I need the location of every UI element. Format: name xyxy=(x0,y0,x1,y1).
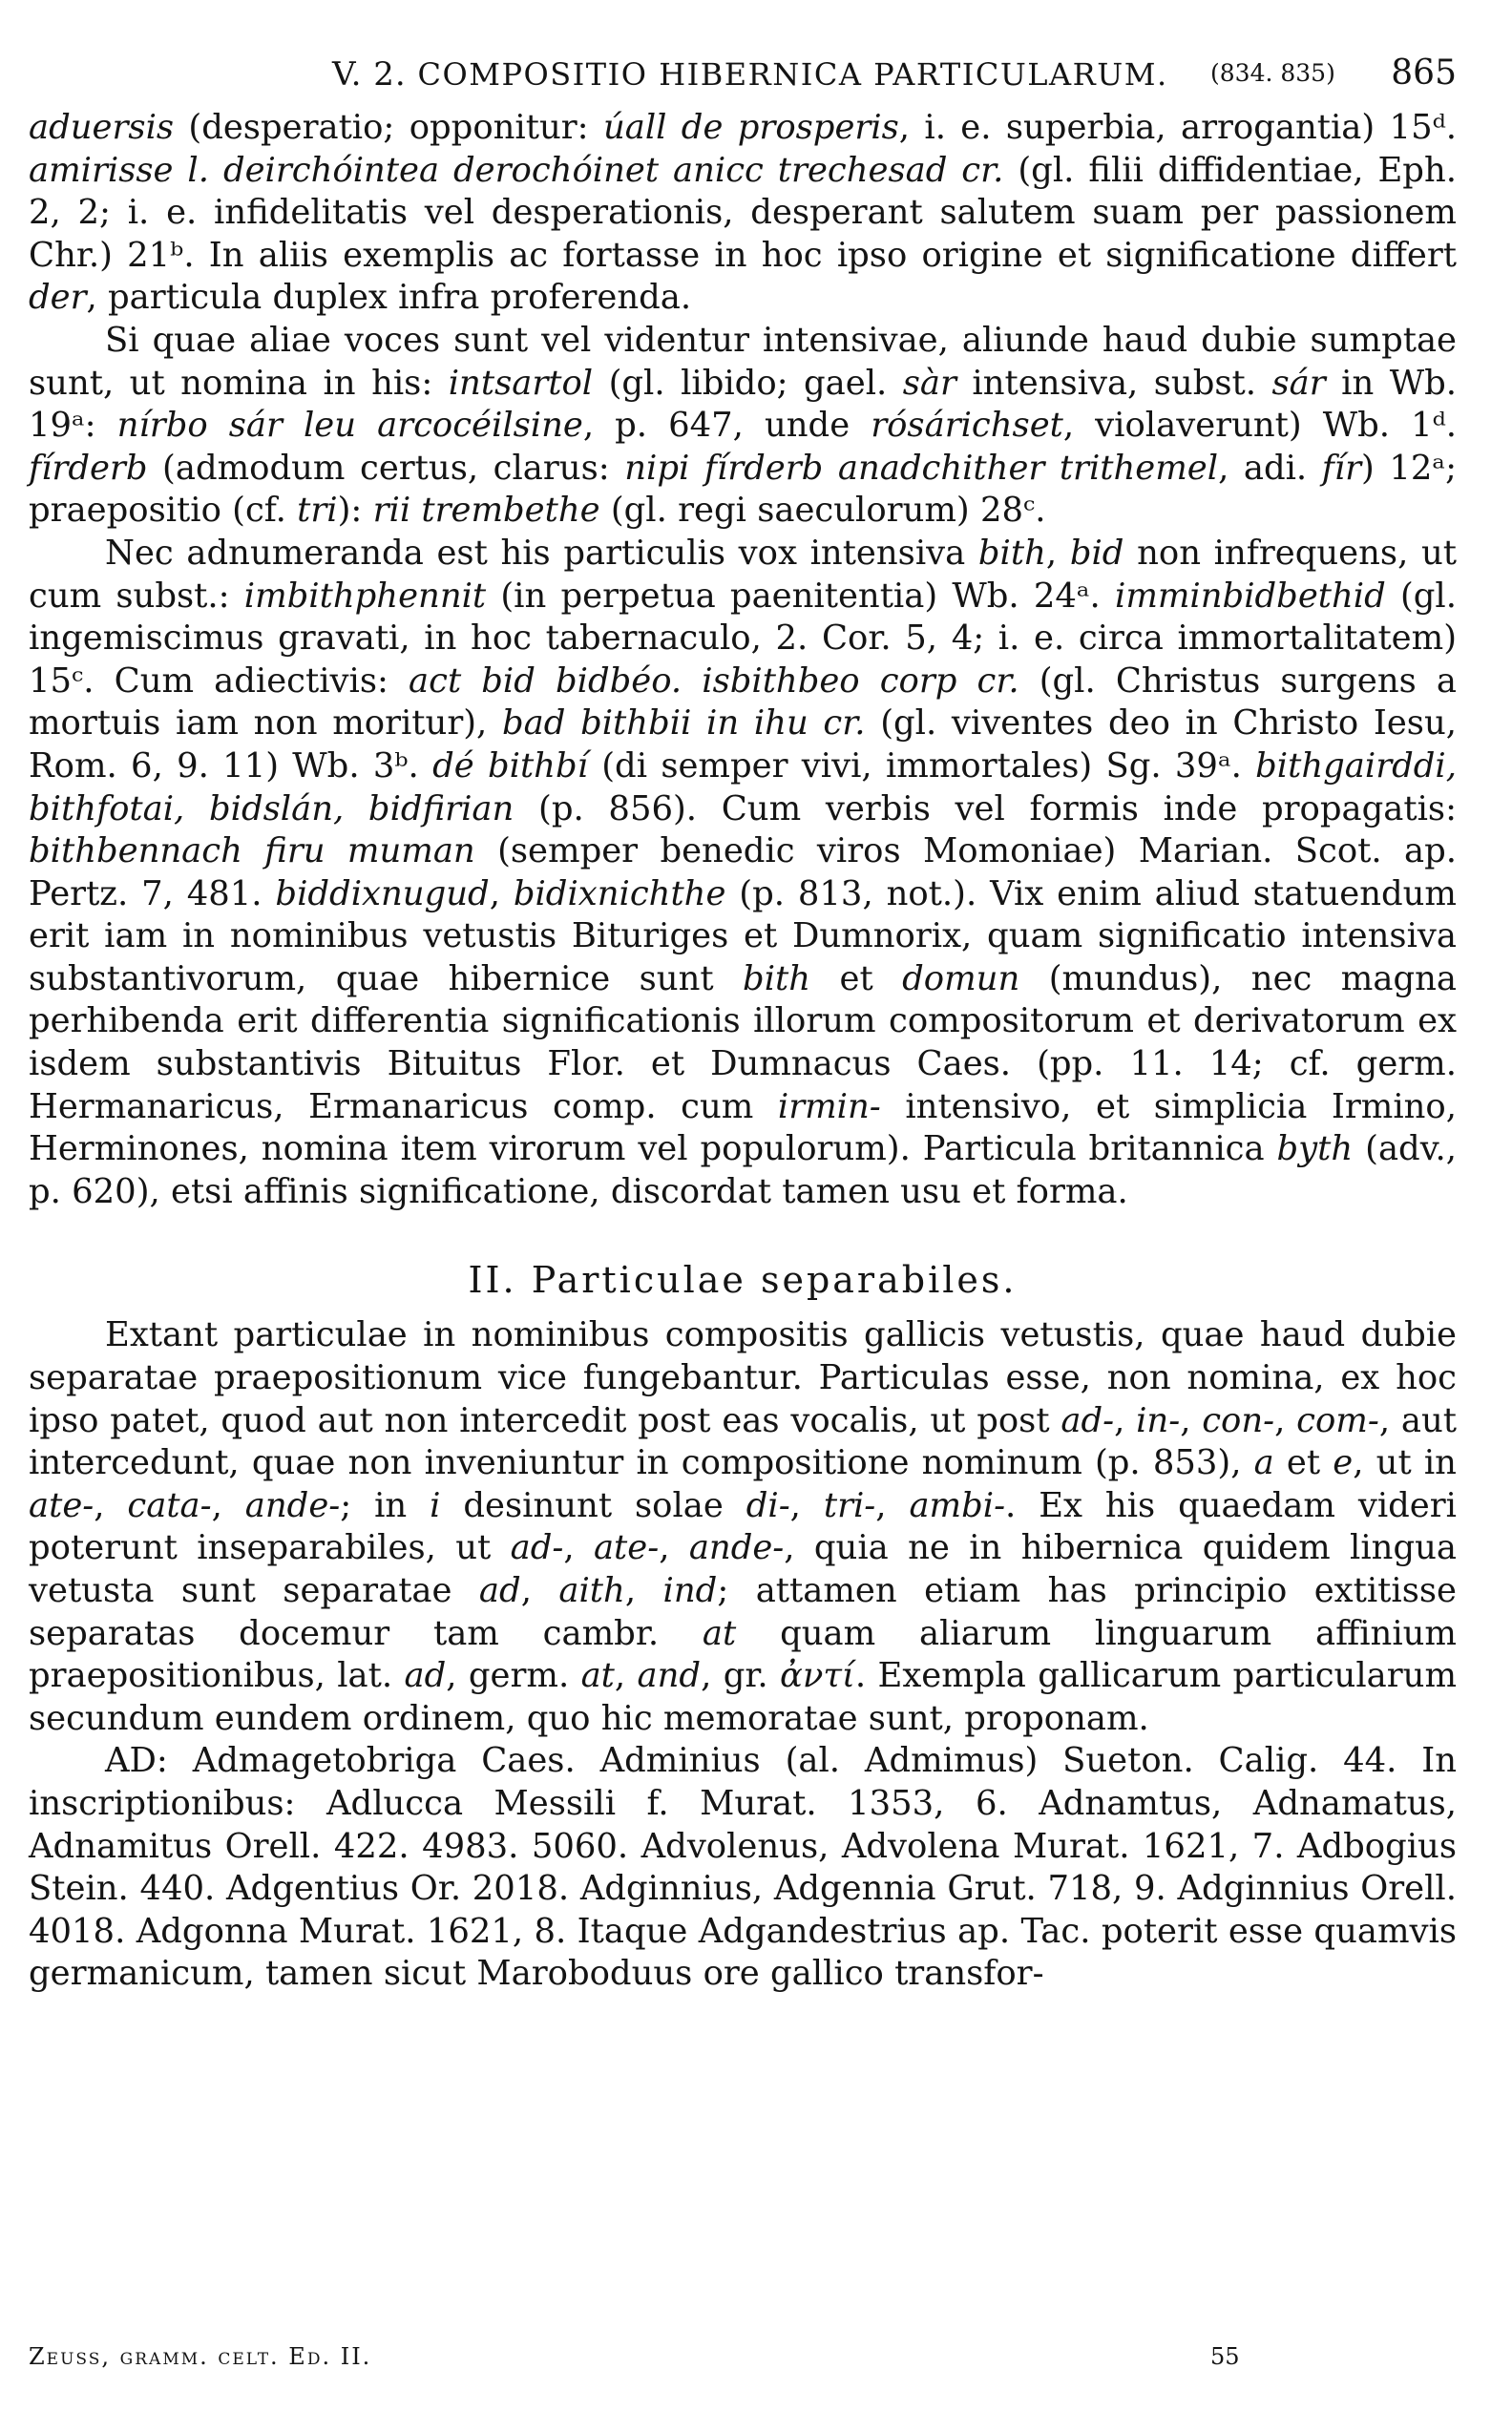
text-run: ; in xyxy=(340,1485,430,1525)
text-run: ): xyxy=(337,491,373,531)
italic-term: bith xyxy=(977,533,1046,573)
text-run: (mundus), nec magna perhibenda erit differentia significationis illorum compositorum et derivatorum ex isdem substantivis Bituitus Flor. et Dumnacus Caes. (pp. 11. 14; cf. germ. Hermanaricus, Ermanaricus comp. cum xyxy=(29,958,1458,1126)
italic-term: aith xyxy=(558,1571,625,1610)
text-run: , xyxy=(789,1485,824,1525)
text-run: , adi. xyxy=(1218,448,1322,488)
text-run: , xyxy=(875,1485,910,1525)
text-run: (gl. viventes deo in Christo Iesu, Rom. 6, 9. 11) Wb. 3ᵇ. xyxy=(29,703,1457,786)
paragraph xyxy=(29,320,1457,533)
text-run: , xyxy=(563,1528,594,1568)
italic-term: imbithphennit xyxy=(243,576,487,616)
running-title xyxy=(332,55,1168,94)
italic-term: domun xyxy=(902,958,1020,998)
text-run: (gl. regi saeculorum) 28ᶜ. xyxy=(599,491,1046,531)
italic-term: ad- xyxy=(510,1528,564,1568)
italic-term: in- xyxy=(1136,1400,1181,1440)
text-run: , i. e. superbia, arrogantia) 15ᵈ. xyxy=(898,108,1457,147)
italic-term: dé bithbí xyxy=(432,745,588,786)
text-run: Si quae aliae voces sunt vel videntur intensivae, aliunde haud dubie sumptae sunt, ut nomina in his: xyxy=(29,320,1457,403)
italic-term: bith xyxy=(743,958,811,998)
text-run: non infrequens, ut cum subst.: xyxy=(29,533,1458,616)
italic-term: i xyxy=(430,1485,441,1525)
italic-term: con- xyxy=(1202,1400,1275,1440)
italic-term: e xyxy=(1333,1443,1354,1483)
text-run: (semper benedic viros Momoniae) Marian. Scot. ap. Pertz. 7, 481. xyxy=(29,831,1457,913)
italic-term: di- xyxy=(746,1485,790,1525)
text-run: ; attamen etiam has principio extitisse separatas docemur tam cambr. xyxy=(29,1571,1457,1653)
paragraph xyxy=(29,533,1457,1214)
italic-term: bid xyxy=(1069,533,1124,573)
text-run: , xyxy=(489,873,514,913)
italic-term: nírbo sár leu arcocéilsine xyxy=(116,406,583,446)
text-run: ) 12ᵃ; praepositio (cf. xyxy=(29,448,1457,531)
main-text xyxy=(29,107,1457,1213)
text-run: et xyxy=(1273,1443,1334,1483)
italic-term: nipi fírderb anadchither trithemel xyxy=(624,448,1219,488)
paragraph xyxy=(29,1740,1457,1996)
italic-term: at xyxy=(702,1613,737,1653)
text-run: , particula duplex infra proferenda. xyxy=(86,278,692,318)
text-run: . Exempla gallicarum particularum secundum eundem ordinem, quo hic memoratae sunt, proponam. xyxy=(29,1656,1458,1738)
text-run: intensiva, subst. xyxy=(956,363,1272,403)
italic-term: ate- xyxy=(593,1528,660,1568)
italic-term: fírderb xyxy=(29,448,148,488)
text-run: (admodum certus, clarus: xyxy=(147,448,625,488)
page xyxy=(29,46,1457,1996)
text-run: , xyxy=(614,1656,638,1696)
text-run: , xyxy=(1114,1400,1137,1440)
italic-term: sár xyxy=(1271,363,1326,403)
italic-term: ande- xyxy=(688,1528,785,1568)
text-run: (di semper vivi, immortales) Sg. 39ᵃ. xyxy=(587,745,1256,786)
text-run: , xyxy=(94,1485,128,1525)
text-run: , violaverunt) Wb. 1ᵈ. xyxy=(1062,406,1457,446)
italic-term: fír xyxy=(1321,448,1362,488)
italic-term: bithbennach firu muman xyxy=(29,831,475,871)
italic-term: amirisse l. deirchóintea derochóinet anicc trechesad cr. xyxy=(29,150,1004,190)
text-run: , xyxy=(211,1485,245,1525)
section-text xyxy=(29,1314,1457,1996)
text-run: (gl. filii diffidentiae, Eph. 2, 2; i. e. infidelitatis vel desperationis, desperant salutem suam per passionem Chr.) 21ᵇ. In aliis exemplis ac fortasse in hoc ipso origine et significatione differt xyxy=(29,150,1457,275)
italic-term: at xyxy=(580,1656,615,1696)
text-run: , xyxy=(659,1528,689,1568)
italic-term: rósárichset xyxy=(871,406,1063,446)
text-run: . Ex his quaedam videri poterunt inseparabiles, ut xyxy=(29,1485,1457,1568)
text-run: (gl. ingemiscimus gravati, in hoc tabernaculo, 2. Cor. 5, 4; i. e. circa immortalitatem) 15ᶜ. Cum adiectivis: xyxy=(29,576,1458,701)
text-run: et xyxy=(810,958,903,998)
italic-term: byth xyxy=(1276,1129,1354,1169)
italic-term: ambi- xyxy=(909,1485,1006,1525)
italic-term: ad xyxy=(404,1656,447,1696)
italic-term: tri- xyxy=(823,1485,876,1525)
text-run: Nec adnumeranda est his particulis vox intensiva xyxy=(105,533,978,573)
text-run: (gl. libido; gael. xyxy=(593,363,903,403)
header-title: COMPOSITIO HIBERNICA PARTICULARUM. xyxy=(417,56,1168,93)
text-run: , xyxy=(1045,533,1070,573)
italic-term: com- xyxy=(1296,1400,1379,1440)
italic-term: aduersis xyxy=(29,108,175,147)
text-run: desinunt solae xyxy=(440,1485,746,1525)
text-run: (adv., p. 620), etsi affinis significatione, discordat tamen usu et forma. xyxy=(29,1129,1457,1211)
italic-term: ind xyxy=(662,1571,718,1610)
italic-term: act bid bidbéo. isbithbeo corp cr. xyxy=(409,660,1019,701)
page-footer xyxy=(29,2343,1457,2381)
italic-term: and xyxy=(637,1656,702,1696)
text-run: , aut intercedunt, quae non inveniuntur in compositione nominum (p. 853), xyxy=(29,1400,1457,1483)
text-run: (desperatio; opponitur: xyxy=(174,108,603,147)
running-head xyxy=(29,46,1457,107)
italic-term: ad- xyxy=(1060,1400,1115,1440)
text-run: , xyxy=(1274,1400,1297,1440)
italic-term: bidixnichthe xyxy=(513,873,726,913)
paragraph xyxy=(29,107,1457,320)
italic-term: rii trembethe xyxy=(372,491,600,531)
italic-term: cata- xyxy=(127,1485,212,1525)
text-run: AD: Admagetobriga Caes. Adminius (al. Admimus) Sueton. Calig. 44. In inscriptionibus: Adlucca Messili f. Murat. 1353, 6. Adnamtus, Adnamatus, Adnamitus Orell. 422. 4983. 5060. Advolenus, Advolena Murat. 1621, 7. Adbogius Stein. 440. Adgentius Or. 2018. Adginnius, Adgennia Grut. 718, 9. Adginnius Orell. 4018. Adgonna Murat. 1621, 8. Itaque Adgandestrius ap. Tac. poterit esse quamvis germanicum, tamen sicut Maroboduus ore gallico transfor- xyxy=(29,1741,1457,1994)
italic-term: ad xyxy=(478,1571,521,1610)
text-run: , xyxy=(520,1571,559,1610)
text-run: in Wb. 19ᵃ: xyxy=(29,363,1457,446)
header-section: V. 2. xyxy=(332,55,407,94)
italic-term: ἀντί xyxy=(780,1656,855,1696)
paragraph xyxy=(29,1314,1457,1740)
section-heading: II. Particulae separabiles. xyxy=(468,1259,1018,1302)
text-run: intensivo, et simplicia Irmino, Herminones, nomina item virorum vel populorum). Particula britannica xyxy=(29,1086,1457,1169)
text-run: , ut in xyxy=(1353,1443,1457,1483)
text-run: (in perpetua paenitentia) Wb. 24ᵃ. xyxy=(486,576,1115,616)
italic-term: ande- xyxy=(244,1485,341,1525)
text-run: , xyxy=(624,1571,663,1610)
italic-term: imminbidbethid xyxy=(1115,576,1386,616)
text-run: , gr. xyxy=(701,1656,781,1696)
italic-term: der xyxy=(29,278,87,318)
text-run: , p. 647, unde xyxy=(582,406,872,446)
italic-term: intsartol xyxy=(448,363,594,403)
italic-term: biddixnugud xyxy=(275,873,490,913)
italic-term: bithgairddi, bithfotai, bidslán, bidfirian xyxy=(29,745,1457,828)
italic-term: bad bithbii in ihu cr. xyxy=(501,703,866,744)
italic-term: úall de prosperis xyxy=(602,108,899,147)
italic-term: tri xyxy=(297,491,338,531)
italic-term: sàr xyxy=(902,363,956,403)
italic-term: irmin- xyxy=(777,1086,881,1126)
sheet-number: 55 xyxy=(1210,2343,1240,2370)
italic-term: a xyxy=(1253,1443,1274,1483)
page-number: 865 xyxy=(1391,53,1457,93)
text-run: (p. 813, not.). Vix enim aliud statuendum erit iam in nominibus vetustis Bituriges et Dumnorix, quam significatio intensiva substantivorum, quae hibernice sunt xyxy=(29,873,1457,998)
column-numbers: (834. 835) xyxy=(1210,59,1335,87)
text-run: quam aliarum linguarum affinium praepositionibus, lat. xyxy=(29,1613,1457,1696)
text-run: (p. 856). Cum verbis vel formis inde propagatis: xyxy=(514,788,1457,828)
text-run: , quia ne in hibernica quidem lingua vetusta sunt separatae xyxy=(29,1528,1457,1610)
text-run: , xyxy=(1180,1400,1203,1440)
footer-signature: Zeuss, gramm. celt. Ed. II. xyxy=(29,2343,372,2370)
text-run: , germ. xyxy=(446,1656,581,1696)
text-run: Extant particulae in nominibus compositis gallicis vetustis, quae haud dubie separatae praepositionum vice fungebantur. Particulas esse, non nomina, ex hoc ipso patet, quod aut non intercedit post eas vocalis, ut post xyxy=(29,1315,1457,1440)
italic-term: ate- xyxy=(29,1485,94,1525)
text-run: (gl. Christus surgens a mortuis iam non moritur), xyxy=(29,660,1457,744)
